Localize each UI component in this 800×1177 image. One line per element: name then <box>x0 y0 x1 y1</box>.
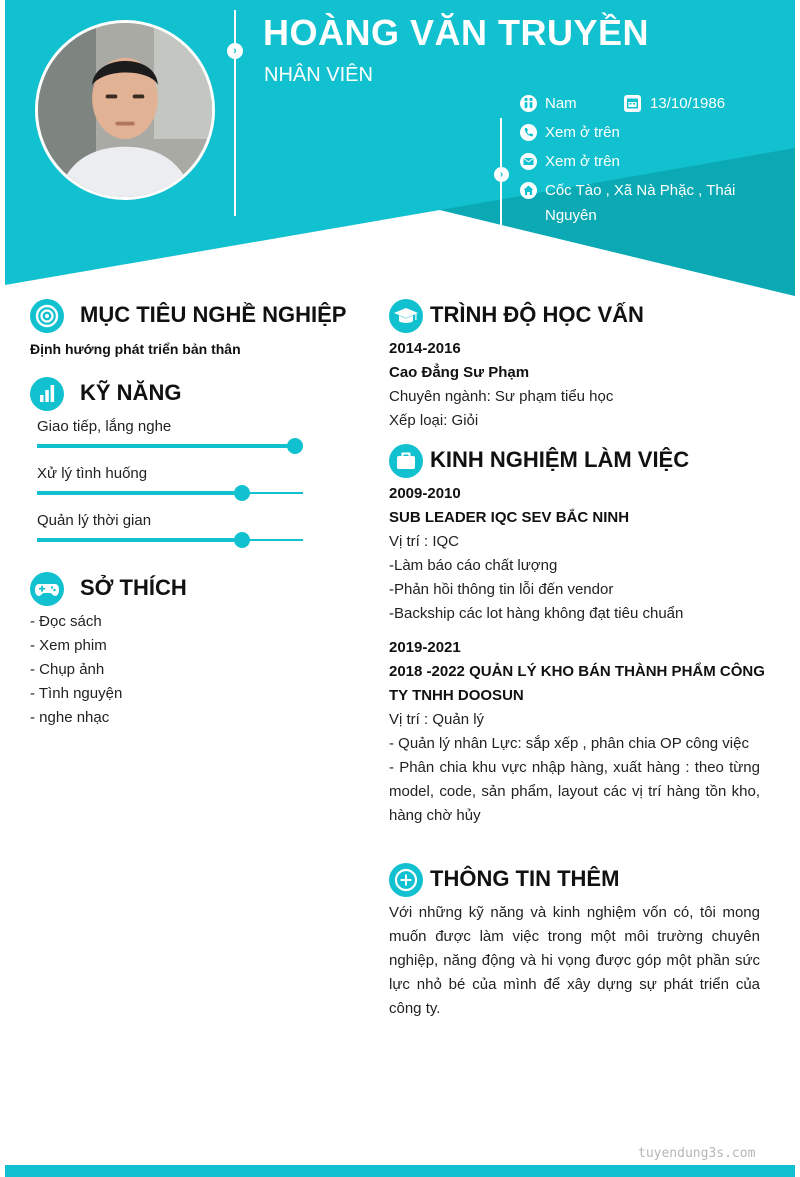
mail-icon <box>520 153 537 170</box>
gamepad-icon <box>30 572 64 606</box>
skill-bar <box>37 445 303 447</box>
job-line: Vị trí : Quản lý <box>389 711 485 728</box>
skill-bar-knob <box>287 438 303 454</box>
list-item: - nghe nhạc <box>30 709 110 726</box>
skill-bar-knob <box>234 485 250 501</box>
phone-value: Xem ở trên <box>545 124 620 141</box>
skill-label: Quản lý thời gian <box>37 512 152 529</box>
home-icon <box>520 182 537 199</box>
address-line-1: Cốc Tào , Xã Nà Phặc , Thái <box>545 182 736 199</box>
education-title: TRÌNH ĐỘ HỌC VẤN <box>430 302 644 327</box>
skill-bar-knob <box>234 532 250 548</box>
graduation-cap-icon <box>389 299 423 333</box>
hobbies-title: SỞ THÍCH <box>80 575 187 600</box>
skill-label: Giao tiếp, lắng nghe <box>37 418 172 435</box>
skill-label: Xử lý tình huống <box>37 465 148 482</box>
bar-chart-icon <box>30 377 64 411</box>
footer-bar <box>5 1165 795 1177</box>
job-line: -Phản hồi thông tin lỗi đến vendor <box>389 581 614 598</box>
job-line: Vị trí : IQC <box>389 533 460 550</box>
cv-page <box>5 0 795 1177</box>
job-company: TY TNHH DOOSUN <box>389 687 524 704</box>
more-info-title: THÔNG TIN THÊM <box>430 866 620 891</box>
gender-icon <box>520 95 537 112</box>
objective-text: Định hướng phát triển bản thân <box>30 341 241 357</box>
skill-bar-fill <box>37 491 234 495</box>
chevron-right-icon: › <box>227 43 243 59</box>
skill-bar <box>37 539 303 541</box>
skill-bar-fill <box>37 538 234 542</box>
watermark: tuyendung3s.com <box>638 1146 756 1161</box>
target-icon <box>30 299 64 333</box>
header-divider <box>234 10 236 216</box>
chevron-right-icon: › <box>494 167 509 182</box>
candidate-position: NHÂN VIÊN <box>264 64 373 86</box>
list-item: - Đọc sách <box>30 613 102 630</box>
candidate-name: HOÀNG VĂN TRUYỀN <box>263 12 650 53</box>
job-period: 2019-2021 <box>389 639 461 656</box>
job-period: 2009-2010 <box>389 485 461 502</box>
list-item: - Chụp ảnh <box>30 661 105 678</box>
job-description: - Phân chia khu vực nhập hàng, xuất hàng : theo từng model, code, sản phẩm, layout các vị trí hàng tồn kho, hàng chờ hủy <box>389 759 760 824</box>
skill-bar <box>37 492 303 494</box>
job-company: 2018 -2022 QUẢN LÝ KHO BÁN THÀNH PHẨM CÔNG <box>389 663 765 680</box>
job-line: -Backship các lot hàng không đạt tiêu chuẩn <box>389 605 684 622</box>
address-line-2: Nguyên <box>545 207 597 224</box>
phone-icon <box>520 124 537 141</box>
job-company: SUB LEADER IQC SEV BẮC NINH <box>389 509 630 526</box>
email-value: Xem ở trên <box>545 153 620 170</box>
calendar-icon <box>624 95 641 112</box>
job-line: -Làm báo cáo chất lượng <box>389 557 558 574</box>
list-item: - Tình nguyện <box>30 685 123 702</box>
objective-title: MỤC TIÊU NGHỀ NGHIỆP <box>80 302 347 327</box>
list-item: - Xem phim <box>30 637 107 654</box>
avatar <box>35 20 215 200</box>
gender-value: Nam <box>545 95 577 112</box>
education-period: 2014-2016 <box>389 340 461 357</box>
skills-title: KỸ NĂNG <box>80 380 182 405</box>
briefcase-icon <box>389 444 423 478</box>
more-info-text: Với những kỹ năng và kinh nghiệm vốn có, tôi mong muốn được làm việc trong một môi trường chuyên nghiệp, năng động và hi vọng được góp một phần sức lực nhỏ bé của mình để xây dựng sự phát triển của công ty. <box>389 904 760 1017</box>
birthdate-value: 13/10/1986 <box>650 95 726 112</box>
experience-title: KINH NGHIỆM LÀM VIỆC <box>430 447 690 472</box>
plus-circle-icon <box>389 863 423 897</box>
education-major: Chuyên ngành: Sư phạm tiểu học <box>389 388 614 405</box>
education-school: Cao Đẳng Sư Phạm <box>389 364 530 381</box>
job-line: - Quản lý nhân Lực: sắp xếp , phân chia OP công việc <box>389 735 749 752</box>
education-grade: Xếp loại: Giỏi <box>389 412 479 429</box>
skill-bar-fill <box>37 444 295 448</box>
